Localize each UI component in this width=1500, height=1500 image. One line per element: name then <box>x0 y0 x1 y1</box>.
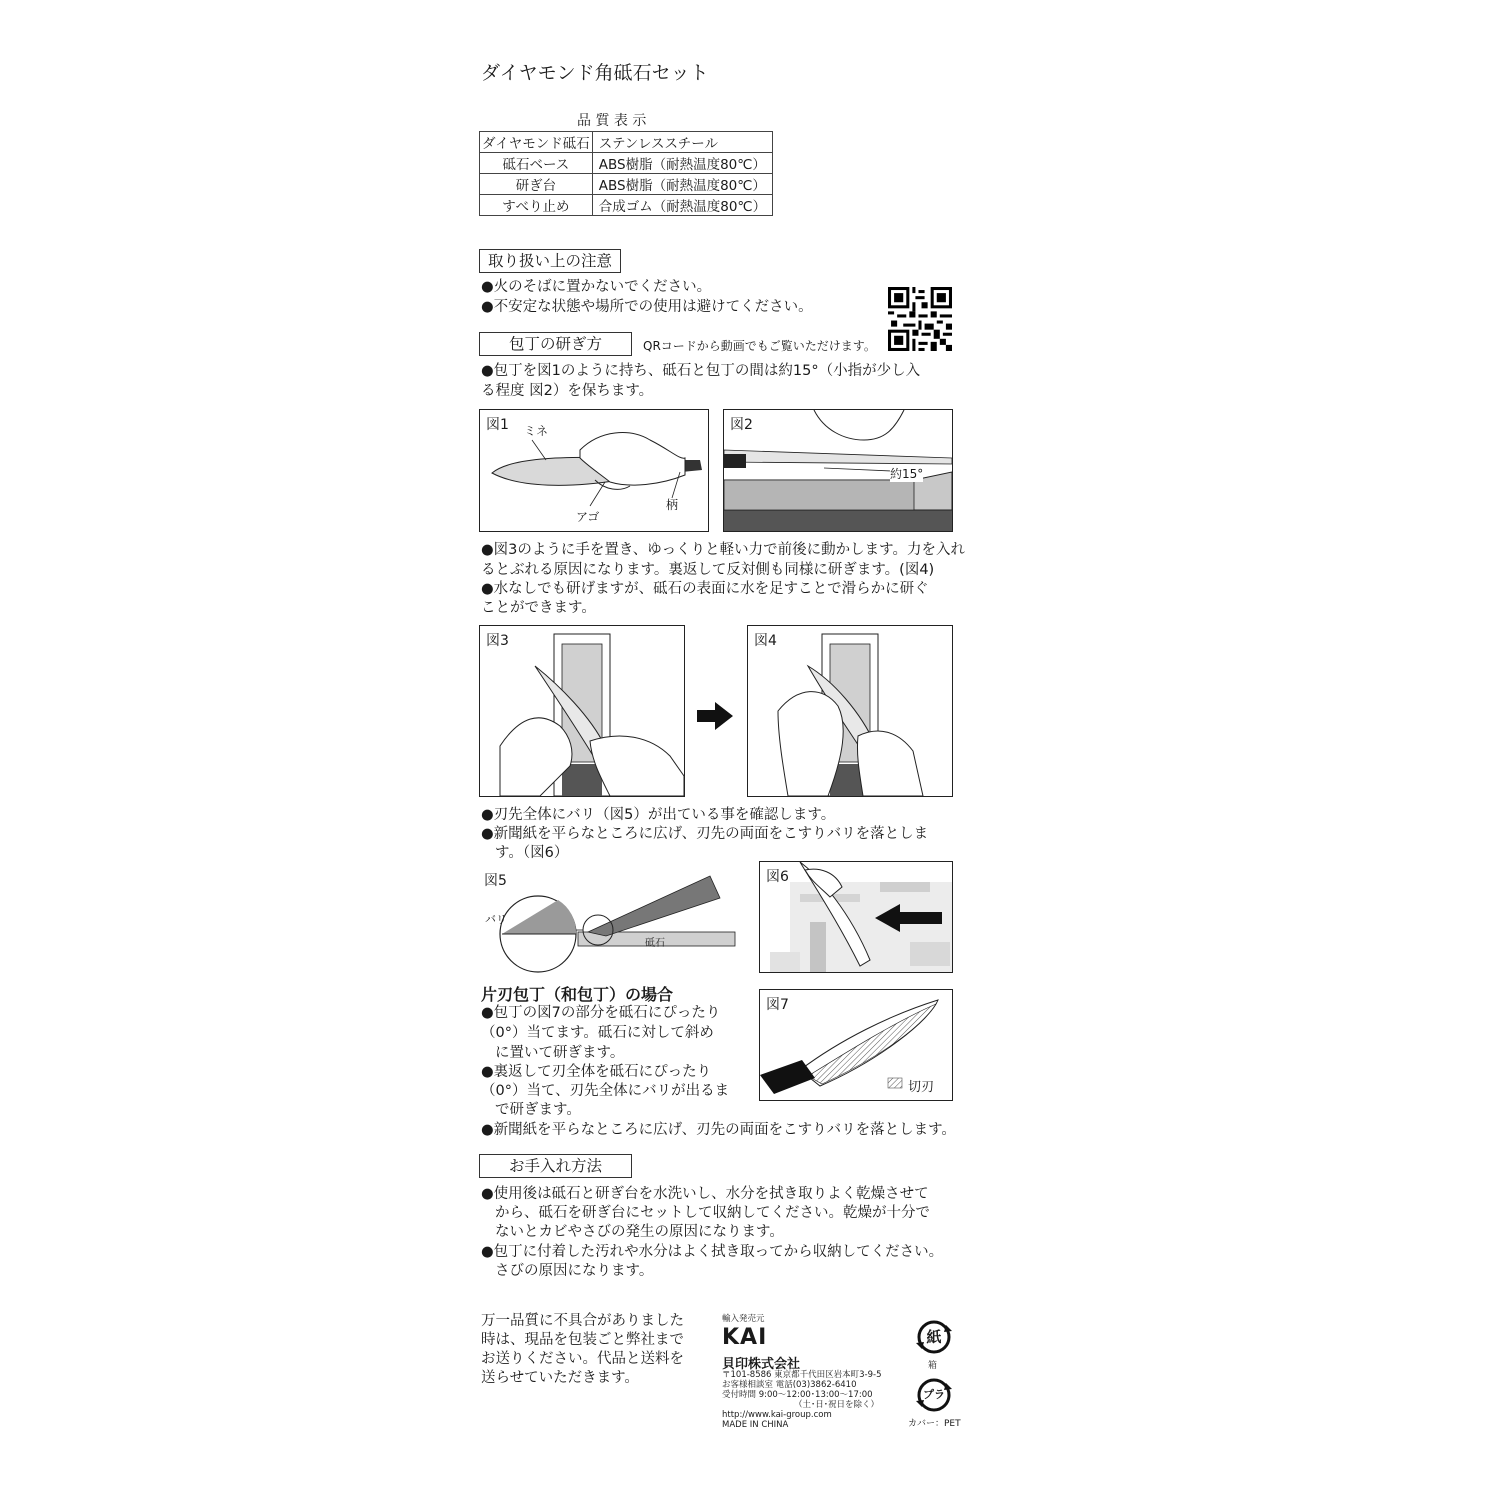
figure-5-label: 図5 <box>484 873 507 889</box>
label-ago: アゴ <box>576 510 600 524</box>
handling-item: ●不安定な状態や場所での使用は避けてください。 <box>481 299 813 315</box>
label-mine: ミネ <box>524 424 549 438</box>
hand-position-illustration <box>480 626 684 796</box>
figure-3-label: 図3 <box>486 633 509 649</box>
warranty-text: お送りください。代品と送料を <box>481 1351 684 1367</box>
handling-heading: 取り扱い上の注意 <box>479 249 621 273</box>
burr-illustration <box>478 874 740 974</box>
plastic-mark-text: プラ <box>923 1388 945 1401</box>
table-row: 砥石ベース ABS樹脂（耐熱温度80℃） <box>480 153 773 174</box>
sharpening-text: ●包丁を図1のように持ち、砥石と包丁の間は約15°（小指が少し入 <box>481 363 921 379</box>
single-edge-text: （0°）当て、刃先全体にバリが出るま <box>481 1083 730 1099</box>
sharpening-text: ●刃先全体にバリ（図5）が出ている事を確認します。 <box>481 807 836 823</box>
table-row: すべり止め 合成ゴム（耐熱温度80℃） <box>480 195 773 216</box>
angle-label: 約15° <box>890 467 924 481</box>
kai-logo: KAI <box>722 1325 768 1350</box>
figure-3 <box>479 625 685 797</box>
figure-6-label: 図6 <box>766 869 789 885</box>
single-edge-text: ●包丁の図7の部分を砥石にぴったり <box>481 1005 721 1021</box>
figure-7-label: 図7 <box>766 997 789 1013</box>
company-name: 貝印株式会社 <box>722 1357 801 1372</box>
figure-1 <box>479 409 709 532</box>
importer-label: 輸入発売元 <box>722 1314 765 1324</box>
care-text: から、砥石を研ぎ台にセットして収納してください。乾燥が十分で <box>495 1205 930 1221</box>
qr-code[interactable] <box>888 287 952 351</box>
label-stone: 砥石 <box>645 938 665 949</box>
sharpening-text: ことができます。 <box>481 600 596 616</box>
paper-mark-text: 紙 <box>926 1328 942 1346</box>
legend-cutting-edge: 切刃 <box>908 1080 935 1095</box>
care-heading: お手入れ方法 <box>479 1154 632 1178</box>
product-title: ダイヤモンド角砥石セット <box>481 62 709 84</box>
single-edge-text: （0°）当てます。砥石に対して斜め <box>481 1025 714 1041</box>
single-edge-text: で研ぎます。 <box>495 1102 581 1118</box>
quality-table <box>479 131 773 216</box>
single-edge-text: ●裏返して刃全体を砥石にぴったり <box>481 1064 712 1080</box>
figure-7 <box>759 989 953 1101</box>
made-in: MADE IN CHINA <box>722 1420 789 1430</box>
sharpening-text: ●図3のように手を置き、ゆっくりと軽い力で前後に動かします。力を入れ <box>481 542 965 558</box>
qr-note: QRコードから動画でもご覧いただけます。 <box>643 339 876 353</box>
single-edge-heading: 片刃包丁（和包丁）の場合 <box>481 985 674 1004</box>
sharpening-heading: 包丁の研ぎ方 <box>479 332 632 356</box>
figure-2 <box>723 409 953 532</box>
sharpening-text: す。（図6） <box>495 845 569 861</box>
care-text: ●使用後は砥石と研ぎ台を水洗いし、水分を拭き取りよく乾燥させて <box>481 1186 929 1202</box>
company-phone: お客様相談室 電話(03)3862-6410 <box>722 1380 857 1390</box>
table-row: ダイヤモンド砥石 ステンレススチール <box>480 132 773 153</box>
plastic-mark-label: カバー：PET <box>908 1419 961 1429</box>
sharpening-text: ●水なしでも研げますが、砥石の表面に水を足すことで滑らかに研ぐ <box>481 581 929 597</box>
single-edge-text: ●新聞紙を平らなところに広げ、刃先の両面をこすりバリを落とします。 <box>481 1122 956 1138</box>
label-burr: バリ <box>485 913 507 926</box>
care-text: ●包丁に付着した汚れや水分はよく拭き取ってから収納してください。 <box>481 1244 944 1260</box>
company-hours-note: （土･日･祝日を除く） <box>794 1400 880 1410</box>
figure-1-label: 図1 <box>486 417 509 433</box>
figure-6 <box>759 861 953 973</box>
figure-4 <box>747 625 953 797</box>
sharpening-text: る程度 図2）を保ちます。 <box>481 383 654 399</box>
care-text: さびの原因になります。 <box>495 1263 654 1279</box>
single-edge-text: に置いて研ぎます。 <box>495 1045 625 1061</box>
paper-mark-label: 箱 <box>928 1361 938 1371</box>
warranty-text: 時は、現品を包装ごと弊社まで <box>481 1332 684 1348</box>
handling-item: ●火のそばに置かないでください。 <box>481 279 712 295</box>
warranty-text: 万一品質に不具合がありました <box>481 1313 684 1329</box>
figure-2-label: 図2 <box>730 417 753 433</box>
company-address: 〒101-8586 東京都千代田区岩本町3-9-5 <box>722 1370 882 1380</box>
company-hours: 受付時間 9:00〜12:00･13:00〜17:00 <box>722 1390 873 1400</box>
arrow-right-icon <box>697 702 733 730</box>
figure-4-label: 図4 <box>754 633 777 649</box>
label-handle: 柄 <box>666 498 679 512</box>
company-url[interactable]: http://www.kai-group.com <box>722 1410 832 1420</box>
flip-side-illustration <box>748 626 952 796</box>
care-text: ないとカビやさびの発生の原因になります。 <box>495 1224 784 1240</box>
quality-heading: 品 質 表 示 <box>577 113 647 129</box>
sharpening-text: ●新聞紙を平らなところに広げ、刃先の両面をこすりバリを落としま <box>481 826 929 842</box>
sharpening-text: るとぶれる原因になります。裏返して反対側も同様に研ぎます。(図4) <box>481 562 935 578</box>
warranty-text: 送らせていただきます。 <box>481 1370 639 1386</box>
table-row: 研ぎ台 ABS樹脂（耐熱温度80℃） <box>480 174 773 195</box>
